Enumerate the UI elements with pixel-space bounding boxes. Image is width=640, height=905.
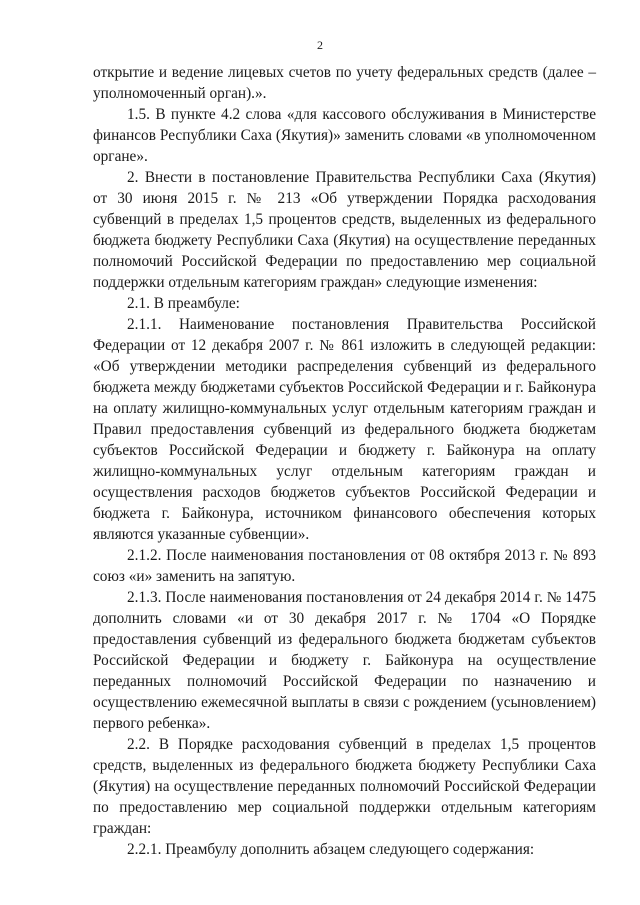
paragraph-2-1: 2.1. В преамбуле:: [127, 295, 240, 312]
paragraph-2: 2. Внести в постановление Правительства Республики Саха (Якутия) от 30 июня 2015 г. № 213 «Об утверждении Порядка расходования субвенций в пределах 1,5 процентов средств, выделенных из федерального бюджета бюджету Республики Саха (Якутия) на осуществление переданных полномочий Российской Федерации по предоставлению мер социальной поддержки отдельным категориям граждан» следующие изменения:: [93, 169, 596, 291]
page-number: 2: [317, 38, 323, 52]
paragraph-2-2: 2.2. В Порядке расходования субвенций в пределах 1,5 процентов средств, выделенных из федерального бюджета бюджету Республики Саха (Якутия) на осуществление переданных полномочий Российской Федерации по предоставлению мер социальной поддержки отдельным категориям граждан:: [93, 736, 596, 837]
paragraph-continuation: открытие и ведение лицевых счетов по учету федеральных средств (далее – уполномоченный орган).».: [93, 64, 596, 102]
paragraph-1-5: 1.5. В пункте 4.2 слова «для кассового обслуживания в Министерстве финансов Республики Саха (Якутия)» заменить словами «в уполномоченном органе».: [93, 106, 596, 165]
paragraph-2-1-1: 2.1.1. Наименование постановления Правительства Российской Федерации от 12 декабря 2007 г. № 861 изложить в следующей редакции: «Об утверждении методики распределения субвенций из федерального бюджета между бюджетами субъектов Российской Федерации и г. Байконура на оплату жилищно-коммунальных услуг отдельным категориям граждан и Правил предоставления субвенций из федерального бюджета бюджетам субъектов Российской Федерации и бюджету г. Байконура на оплату жилищно-коммунальных услуг отдельным категориям граждан и осуществления расходов бюджетов субъектов Российской Федерации и бюджета г. Байконура, источником финансового обеспечения которых являются указанные субвенции».: [93, 316, 596, 543]
paragraph-2-1-2: 2.1.2. После наименования постановления от 08 октября 2013 г. № 893 союз «и» заменить на запятую.: [93, 547, 596, 585]
document-body: [93, 62, 596, 860]
paragraph-2-1-3: 2.1.3. После наименования постановления от 24 декабря 2014 г. № 1475 дополнить словами «и от 30 декабря 2017 г. № 1704 «О Порядке предоставления субвенций из федерального бюджета бюджетам субъектов Российской Федерации и бюджету г. Байконура на осуществление переданных полномочий Российской Федерации по назначению и осуществлению ежемесячной выплаты в связи с рождением (усыновлением) первого ребенка».: [93, 589, 596, 732]
paragraph-2-2-1: 2.2.1. Преамбулу дополнить абзацем следующего содержания:: [127, 841, 535, 858]
